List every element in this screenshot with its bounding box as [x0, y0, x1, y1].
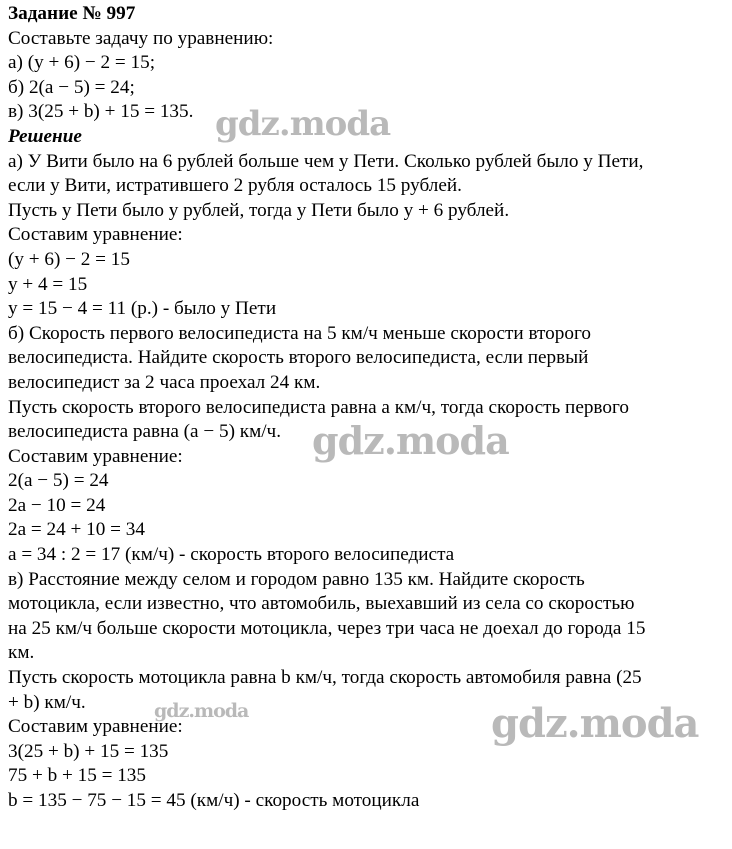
part-a-line: Составим уравнение:: [8, 224, 183, 246]
part-a-line: у + 4 = 15: [8, 273, 88, 295]
part-b-line: 2(а − 5) = 24: [8, 470, 109, 492]
part-c-line: + b) км/ч.: [8, 691, 86, 713]
part-b-line: велосипедист за 2 часа проехал 24 км.: [8, 371, 321, 393]
part-b-line: Составим уравнение:: [8, 445, 183, 467]
part-b-line: 2а − 10 = 24: [8, 494, 106, 516]
task-prompt: Составьте задачу по уравнению:: [8, 27, 274, 49]
part-c-line: Пусть скорость мотоцикла равна b км/ч, тогда скорость автомобиля равна (25: [8, 667, 642, 689]
part-b-line: велосипедиста. Найдите скорость второго велосипедиста, если первый: [8, 347, 589, 369]
part-c-line: Составим уравнение:: [8, 716, 183, 738]
part-a-line: если у Вити, истратившего 2 рубля осталось 15 рублей.: [8, 175, 462, 197]
part-b-line: б) Скорость первого велосипедиста на 5 км/ч меньше скорости второго: [8, 322, 591, 344]
part-c-line: мотоцикла, если известно, что автомобиль, выехавший из села со скоростью: [8, 593, 635, 615]
task-item-b: б) 2(а − 5) = 24;: [8, 76, 135, 98]
part-b-line: а = 34 : 2 = 17 (км/ч) - скорость второго велосипедиста: [8, 544, 455, 566]
task-item-c: в) 3(25 + b) + 15 = 135.: [8, 101, 194, 123]
watermark: gdz.moda: [491, 700, 699, 747]
watermark: gdz.moda: [154, 700, 249, 722]
part-b-line: 2а = 24 + 10 = 34: [8, 519, 145, 541]
part-c-line: 75 + b + 15 = 135: [8, 765, 146, 787]
part-c-line: b = 135 − 75 − 15 = 45 (км/ч) - скорость мотоцикла: [8, 790, 420, 811]
watermark: gdz.moda: [312, 418, 509, 463]
part-c-line: км.: [8, 642, 35, 664]
part-a-line: а) У Вити было на 6 рублей больше чем у Пети. Сколько рублей было у Пети,: [8, 150, 644, 172]
part-a-line: (у + 6) − 2 = 15: [8, 248, 130, 270]
solution-heading: Решение: [8, 125, 82, 147]
part-c-line: в) Расстояние между селом и городом равно 135 км. Найдите скорость: [8, 568, 585, 590]
watermark: gdz.moda: [215, 104, 391, 144]
part-a-line: Пусть у Пети было у рублей, тогда у Пети было у + 6 рублей.: [8, 199, 510, 221]
part-c-line: 3(25 + b) + 15 = 135: [8, 740, 169, 762]
task-item-a: а) (у + 6) − 2 = 15;: [8, 52, 156, 74]
task-title: Задание № 997: [8, 3, 136, 24]
part-a-line: у = 15 − 4 = 11 (р.) - было у Пети: [8, 298, 277, 320]
part-c-line: на 25 км/ч больше скорости мотоцикла, через три часа не доехал до города 15: [8, 617, 646, 639]
part-b-line: велосипедиста равна (а − 5) км/ч.: [8, 421, 282, 443]
part-b-line: Пусть скорость второго велосипедиста равна а км/ч, тогда скорость первого: [8, 396, 629, 418]
